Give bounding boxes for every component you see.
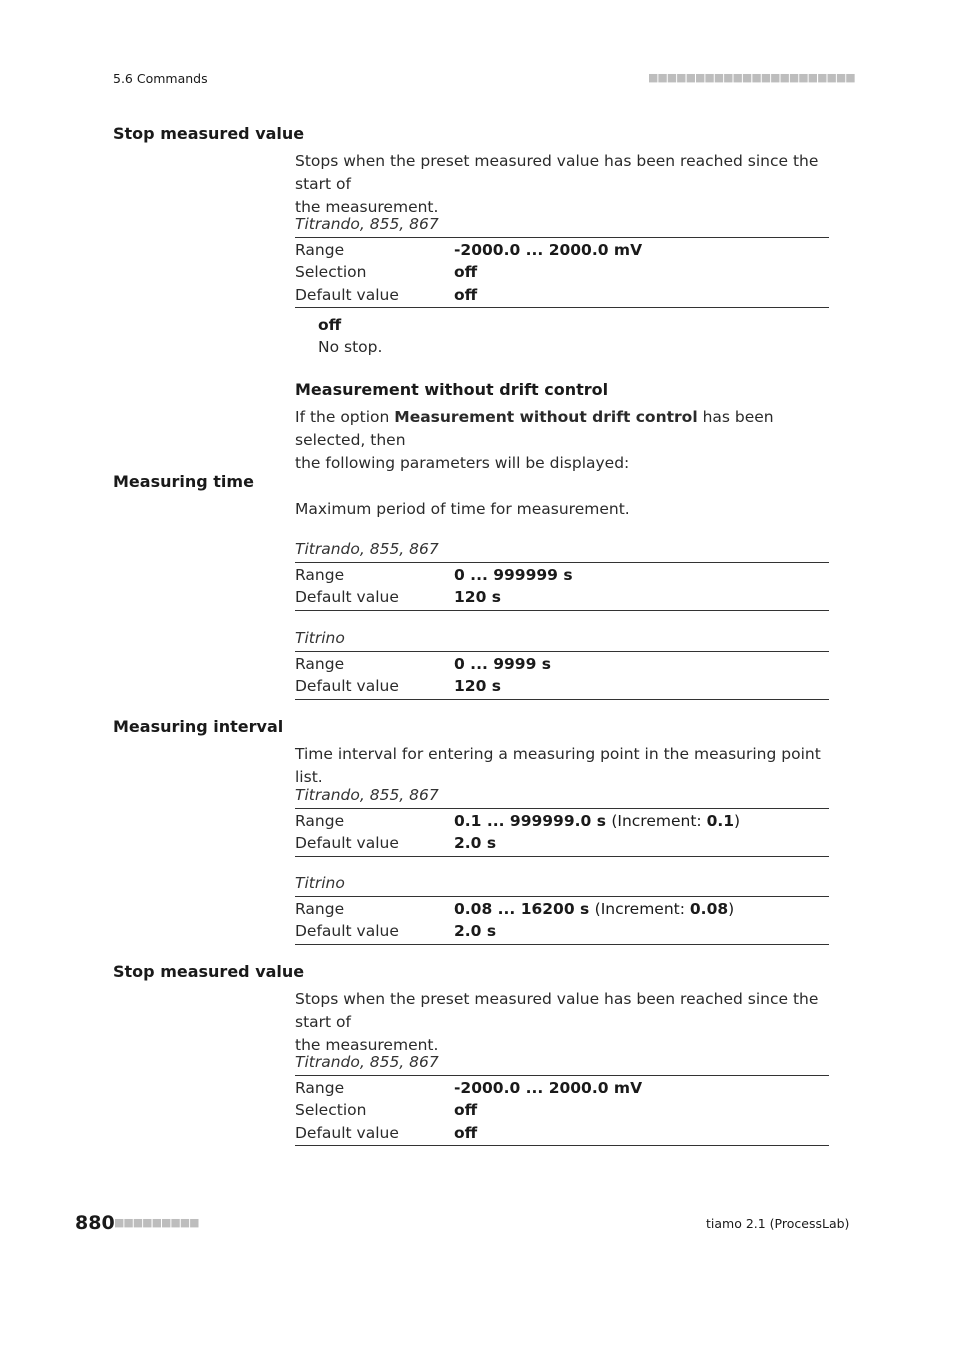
subsection-title-no-drift: Measurement without drift control — [295, 380, 609, 399]
description-line: the measurement. — [295, 198, 439, 216]
table-row — [295, 810, 829, 832]
increment-label: Increment: — [617, 812, 707, 830]
param-value: 0 ... 999999 s — [454, 566, 573, 584]
device-caption: Titrando, 855, 867 — [295, 540, 439, 558]
section-title-measuring-time: Measuring time — [113, 472, 254, 491]
measuring-interval-description: Time interval for entering a measuring point in the measuring point list. — [295, 745, 821, 786]
table-row — [295, 1099, 829, 1121]
param-value: -2000.0 ... 2000.0 mV — [454, 1079, 643, 1097]
device-caption: Titrino — [295, 629, 345, 647]
table-row — [295, 898, 829, 920]
text-run: has been selected, then — [295, 408, 774, 449]
param-key: Selection — [295, 1101, 367, 1120]
device-caption: Titrino — [295, 874, 345, 892]
param-value: off — [454, 263, 478, 282]
param-key: Range — [295, 241, 345, 259]
device-caption: Titrando, 855, 867 — [295, 215, 439, 233]
param-value: off — [454, 1101, 478, 1120]
increment-value: 0.08 — [689, 900, 729, 918]
table-row — [295, 564, 829, 586]
description-line — [295, 406, 831, 452]
parameter-table — [295, 651, 829, 700]
param-value: off — [454, 1123, 478, 1142]
range-value: 0.1 ... 999999.0 s — [454, 812, 606, 830]
param-key: Range — [295, 655, 345, 673]
param-value: 0.08 ... 16200 s (Increment: 0.08) — [454, 900, 735, 918]
param-key: Default value — [295, 285, 399, 304]
param-key: Selection — [295, 263, 367, 282]
parameter-table — [295, 562, 829, 611]
range-value: 0.08 ... 16200 s — [454, 900, 590, 918]
section-title-measuring-interval: Measuring interval — [113, 717, 284, 736]
parameter-table — [295, 237, 829, 308]
section-title-stop-measured-value: Stop measured value — [113, 124, 305, 143]
stop-measured-value-description — [295, 988, 831, 1057]
footer-product: tiamo 2.1 (ProcessLab) — [706, 1216, 850, 1231]
param-value: 120 s — [454, 588, 501, 607]
param-key: Range — [295, 900, 345, 918]
param-key: Default value — [295, 1123, 399, 1142]
table-row — [295, 920, 829, 942]
running-header-section: 5.6 Commands — [113, 71, 208, 86]
description-line: Stops when the preset measured value has been reached since the start of — [295, 152, 819, 193]
param-value: 2.0 s — [454, 922, 497, 941]
page-number: 880 — [75, 1212, 115, 1234]
table-row — [295, 261, 829, 283]
param-key: Range — [295, 1079, 345, 1097]
param-value: 0.1 ... 999999.0 s (Increment: 0.1) — [454, 812, 741, 830]
running-header-dots: ■■■■■■■■■■■■■■■■■■■■■■ — [648, 71, 855, 84]
param-value: -2000.0 ... 2000.0 mV — [454, 241, 643, 259]
table-row — [295, 1077, 829, 1099]
param-value: off — [454, 285, 478, 304]
table-row — [295, 675, 829, 697]
footer-dots: ■■■■■■■■■ — [114, 1216, 199, 1229]
device-caption: Titrando, 855, 867 — [295, 786, 439, 804]
param-value: 0 ... 9999 s — [454, 655, 552, 673]
device-caption: Titrando, 855, 867 — [295, 1053, 439, 1071]
parameter-table — [295, 896, 829, 945]
param-value: 2.0 s — [454, 834, 497, 853]
option-reference: Measurement without drift control — [394, 408, 698, 426]
param-key: Range — [295, 812, 345, 830]
increment-value: 0.1 — [706, 812, 735, 830]
table-row — [295, 1122, 829, 1144]
table-row — [295, 586, 829, 608]
param-key: Default value — [295, 588, 399, 607]
param-key: Default value — [295, 677, 399, 696]
param-value: 120 s — [454, 677, 501, 696]
section-title-stop-measured-value: Stop measured value — [113, 962, 305, 981]
parameter-table — [295, 808, 829, 857]
table-row — [295, 284, 829, 306]
text-run: If the option — [295, 408, 395, 426]
param-key: Default value — [295, 922, 399, 941]
param-key: Default value — [295, 834, 399, 853]
option-description: No stop. — [318, 338, 383, 356]
description-line: Stops when the preset measured value has been reached since the start of — [295, 990, 819, 1031]
description-line: the measurement. — [295, 1036, 439, 1054]
description-line: the following parameters will be displayed: — [295, 454, 630, 472]
table-row — [295, 653, 829, 675]
table-row — [295, 239, 829, 261]
no-drift-description — [295, 406, 831, 475]
stop-measured-value-description — [295, 150, 831, 219]
option-name: off — [318, 316, 342, 334]
parameter-table — [295, 1075, 829, 1146]
param-key: Range — [295, 566, 345, 584]
increment-label: Increment: — [600, 900, 690, 918]
measuring-time-description: Maximum period of time for measurement. — [295, 500, 630, 518]
table-row — [295, 832, 829, 854]
